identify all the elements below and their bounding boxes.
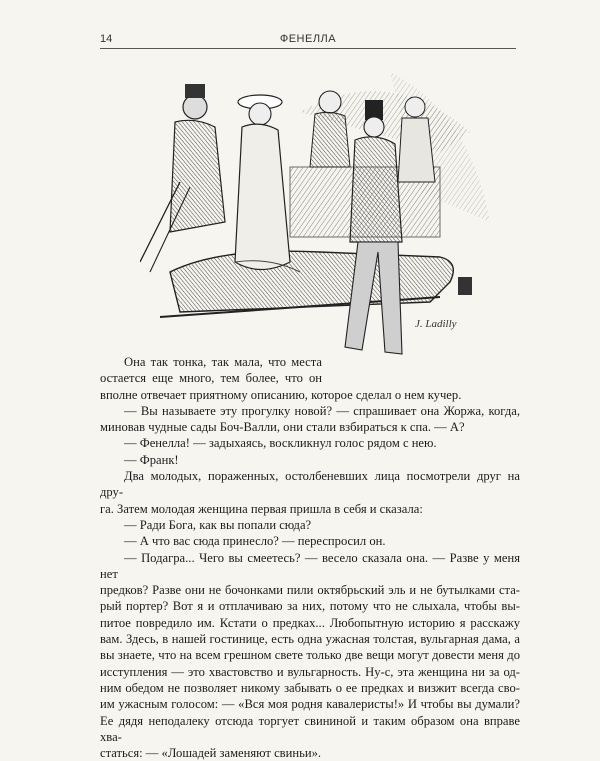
text-line: — Подагра... Чего вы смеетесь? — весело сказала она. — Разве у меня нет — [100, 550, 520, 581]
text-line: остается еще много, тем более, что он — [100, 371, 322, 386]
body-text — [100, 354, 520, 761]
text-line: исступления — это хвастовство и вульгарность. Ну-с, эта женщина ни за од- — [100, 664, 520, 679]
text-line: — Фенелла! — задыхаясь, воскликнул голос рядом с нею. — [124, 436, 437, 451]
text-line: вам. Здесь, в нашей гостинице, есть одна ужасная толстая, вульгарная дама, а — [100, 632, 520, 647]
text-line: Ее дядя неподалеку отсюда торгует свининой и таким образом она вправе хва- — [100, 713, 520, 744]
text-line: предков? Разве они не бочонками пили октябрьский эль и не бутылками ста- — [100, 583, 520, 598]
text-line: Два молодых, пораженных, остолбеневших лица посмотрели друг на дру- — [100, 469, 520, 500]
text-line: вполне отвечает приятному описанию, которое сделал о нем кучер. — [100, 387, 462, 402]
text-line: — Вы называете эту прогулку новой? — спрашивает она Жоржа, когда, — [124, 403, 520, 418]
text-line: миновав чудные сады Боч-Валли, они стали взбираться к спа. — А? — [100, 420, 465, 435]
carriage-illustration-icon — [140, 72, 495, 362]
running-title: ФЕНЕЛЛА — [279, 33, 337, 45]
text-line: — А что вас сюда принесло? — переспросил он. — [124, 534, 386, 549]
text-line: им ужасным голосом: — «Вся моя родня кавалеристы!» И чтобы вы думали? — [100, 697, 520, 712]
text-line: га. Затем молодая женщина первая пришла в себя и сказала: — [100, 501, 423, 516]
text-line: вы знаете, что на всем грешном свете только две вещи могут довести меня до — [100, 648, 520, 663]
text-line: статься: — «Лошадей заменяют свиньи». — [100, 746, 322, 761]
text-line: Она так тонка, так мала, что места — [124, 355, 322, 369]
illustration-signature: J. Ladilly — [415, 318, 457, 330]
text-line: питое повредило им. Кстати о предках... Любопытную историю я расскажу — [100, 615, 520, 630]
running-header — [100, 30, 516, 49]
text-line: рый портер? Вот я и отплачиваю за них, потому что не слыхала, чтобы вы- — [100, 599, 520, 614]
page-number: 14 — [100, 33, 113, 45]
text-line: — Ради Бога, как вы попали сюда? — [124, 517, 312, 532]
text-line: — Франк! — [124, 452, 179, 467]
text-line: ним обедом не позволяет никому забывать о ее предках и визжит всегда сво- — [100, 680, 520, 695]
carriage-illustration — [140, 72, 495, 362]
